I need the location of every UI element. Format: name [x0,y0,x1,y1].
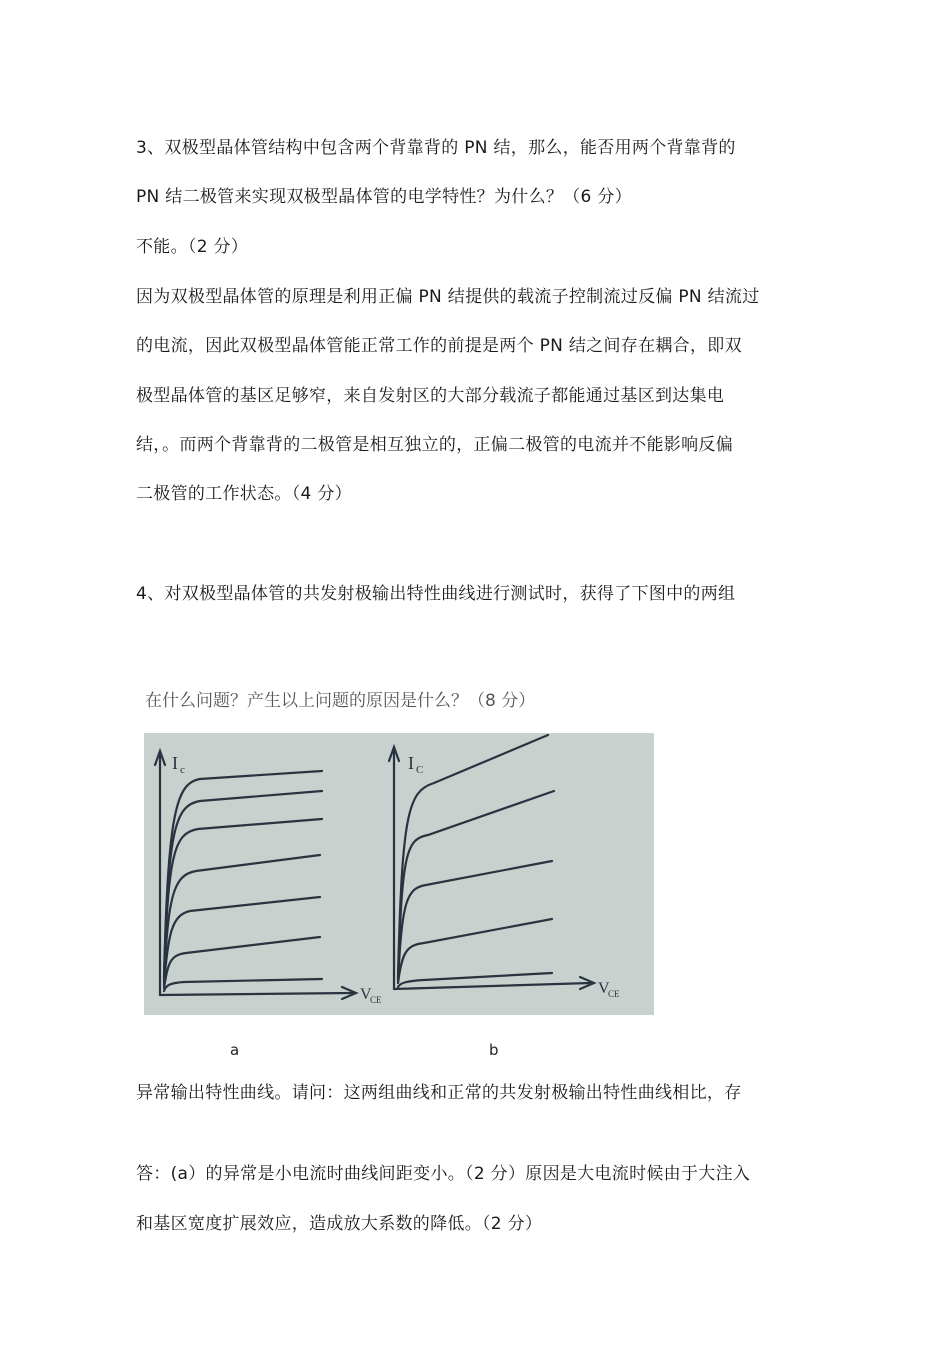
caption-a: a [230,1041,240,1059]
panel-a-x-label: V [360,986,372,1003]
panel-a-curve-4 [164,855,320,983]
question-4-answer-1: 答：(a）的异常是小电流时曲线间距变小。（2 分）原因是大电流时候由于大注入 [136,1164,751,1184]
question-4-line-1: 4、对双极型晶体管的共发射极输出特性曲线进行测试时，获得了下图中的两组 [136,584,736,604]
question-3-explanation-5: 二极管的工作状态。（4 分） [136,484,352,504]
panel-b-x-sub: CE [608,989,620,999]
panel-b-curve-3 [398,861,552,981]
panel-b-x-label: V [598,980,610,997]
caption-b: b [489,1041,499,1059]
question-3-explanation-1: 因为双极型晶体管的原理是利用正偏 PN 结提供的载流子控制流过反偏 PN 结流过 [136,287,760,307]
panel-a [155,751,356,999]
question-3-explanation-2: 的电流，因此双极型晶体管能正常工作的前提是两个 PN 结之间存在耦合，即双 [136,336,742,356]
panel-a-curve-6 [164,791,322,979]
output-characteristics-svg [144,733,654,1015]
question-3-explanation-3: 极型晶体管的基区足够窄，来自发射区的大部分载流子都能通过基区到达集电 [136,386,725,406]
question-4-answer-2: 和基区宽度扩展效应，造成放大系数的降低。（2 分） [136,1214,543,1234]
panel-a-curve-1 [164,979,322,991]
panel-a-x-sub: CE [370,995,382,1005]
panel-a-x-axis [160,993,352,995]
panel-a-y-sub: c [180,764,185,776]
question-3-explanation-4: 结，。而两个背靠背的二极管是相互独立的，正偏二极管的电流并不能影响反偏 [136,435,733,455]
panel-a-y-label: I [172,753,178,773]
question-4-image-text: 在什么问题？产生以上问题的原因是什么？（8 分） [145,691,536,711]
panel-b-y-sub: C [416,764,424,776]
question-3-line-2: PN 结二极管来实现双极型晶体管的电学特性？为什么？（6 分） [136,187,632,207]
question-4-line-2: 异常输出特性曲线。请问：这两组曲线和正常的共发射极输出特性曲线相比，存 [136,1083,742,1103]
panel-b-x-axis [394,983,590,989]
panel-b-y-label: I [408,753,414,773]
panel-a-curve-3 [164,897,320,985]
question-3-answer: 不能。（2 分） [136,237,249,257]
output-characteristics-figure [144,733,654,1015]
question-3-line-1: 3、双极型晶体管结构中包含两个背靠背的 PN 结，那么，能否用两个背靠背的 [136,138,736,158]
